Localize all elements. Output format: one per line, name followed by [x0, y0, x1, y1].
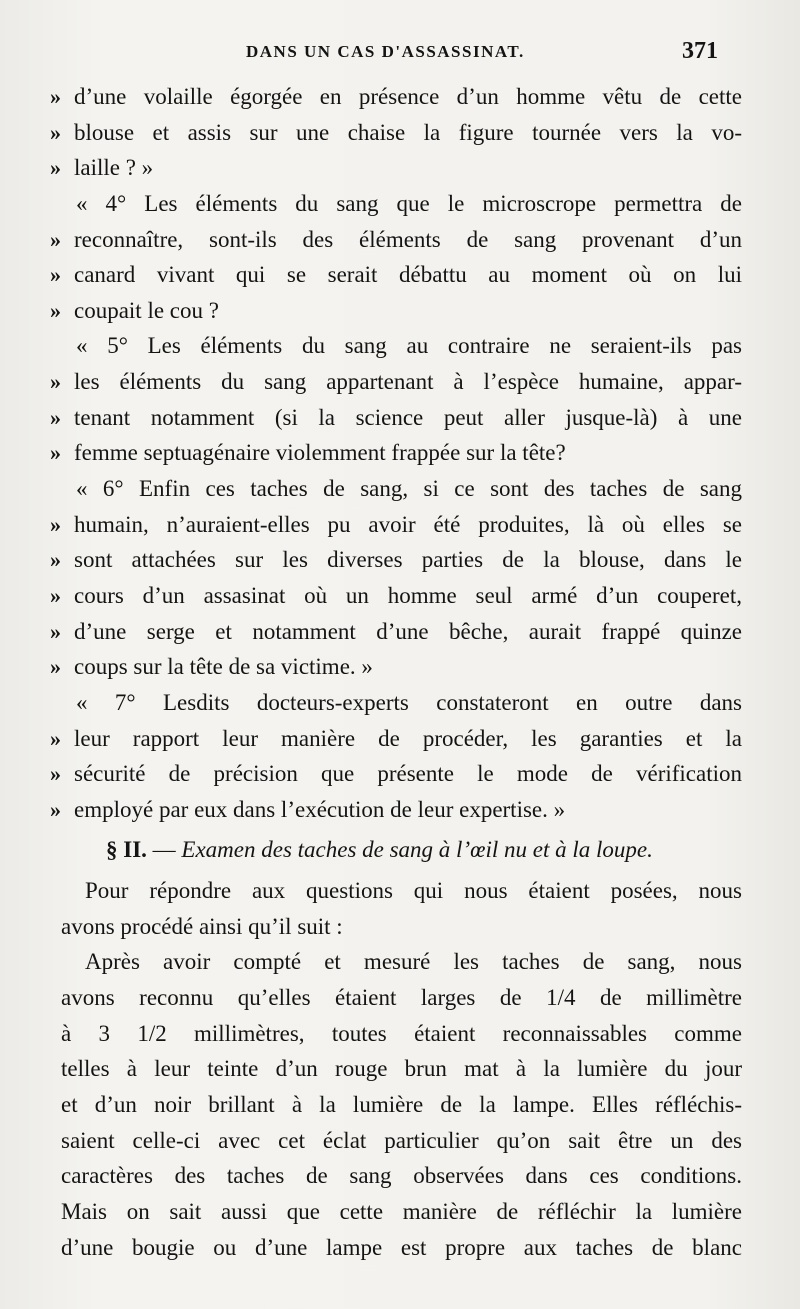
line-text: à 3 1/2 millimètres, toutes étaient reconnaissables comme: [61, 1020, 742, 1046]
line-text: avons reconnu qu’elles étaient larges de 1/4 de millimètre: [61, 985, 742, 1011]
line-text: et d’un noir brillant à la lumière de la lampe. Elles réfléchis-: [61, 1091, 742, 1117]
line-text: leur rapport leur manière de procéder, les garanties et la: [74, 725, 742, 751]
quote-continuation-mark: »: [50, 654, 61, 680]
line-text: caractères des taches de sang observées dans ces conditions.: [61, 1163, 742, 1189]
paragraph-text-line: [0, 1051, 800, 1087]
quoted-text-line: [0, 721, 800, 757]
paragraph-text-line: [0, 1158, 800, 1194]
quote-continuation-mark: »: [50, 511, 61, 537]
quoted-text-line: [0, 578, 800, 614]
paragraph-text-line: [0, 873, 800, 909]
quote-continuation-mark: »: [50, 582, 61, 608]
quoted-text-line: [0, 756, 800, 792]
quoted-text-line: [0, 542, 800, 578]
paragraph-text-line: [0, 1016, 800, 1052]
quote-continuation-mark: »: [50, 369, 61, 395]
quoted-text-line: [0, 792, 800, 828]
section-heading-text: [106, 832, 742, 868]
section-title: Examen des taches de sang à l’œil nu et à la loupe.: [181, 837, 653, 863]
section-number: § II.: [106, 837, 147, 863]
quote-continuation-mark: »: [50, 119, 61, 145]
line-text: « 4° Les éléments du sang que le microscrope permettra de: [76, 190, 742, 216]
line-text: Pour répondre aux questions qui nous étaient posées, nous: [85, 878, 742, 904]
quote-continuation-mark: »: [50, 618, 61, 644]
line-text: « 6° Enfin ces taches de sang, si ce sont des taches de sang: [76, 476, 742, 502]
line-text: d’une volaille égorgée en présence d’un homme vêtu de cette: [74, 84, 742, 109]
paragraph-text-line: [0, 980, 800, 1016]
line-text: « 5° Les éléments du sang au contraire ne seraient-ils pas: [76, 333, 742, 359]
line-text: avons procédé ainsi qu’il suit :: [61, 913, 343, 939]
line-text: reconnaître, sont-ils des éléments de sang provenant d’un: [74, 226, 742, 252]
line-text: coupait le cou ?: [74, 297, 219, 323]
line-text: les éléments du sang appartenant à l’espèce humaine, appar-: [74, 369, 742, 395]
paragraph-text-line: [0, 1194, 800, 1230]
page-number: 371: [682, 38, 718, 64]
line-text: employé par eux dans l’exécution de leur expertise. »: [74, 796, 566, 822]
line-text: sécurité de précision que présente le mode de vérification: [74, 761, 742, 787]
quote-continuation-mark: »: [50, 796, 61, 822]
paragraph-text-line: [0, 944, 800, 980]
line-text: d’une serge et notamment d’une bêche, aurait frappé quinze: [74, 618, 742, 644]
line-text: cours d’un assasinat où un homme seul armé d’un couperet,: [74, 582, 742, 608]
quoted-text-line: [0, 364, 800, 400]
quoted-text-line: [0, 471, 800, 507]
quote-continuation-mark: »: [50, 440, 61, 466]
paragraph-text-line: [0, 1230, 800, 1266]
quoted-text-line: [0, 150, 800, 186]
line-text: humain, n’auraient-elles pu avoir été produites, là où elles se: [74, 511, 742, 537]
quoted-text-line: [0, 79, 800, 115]
running-title: DANS UN CAS D'ASSASSINAT.: [246, 42, 525, 61]
quoted-text-line: [0, 614, 800, 650]
quote-continuation-mark: »: [50, 725, 61, 751]
quote-continuation-mark: »: [50, 226, 61, 252]
quote-continuation-mark: »: [50, 84, 61, 109]
quoted-text-line: [0, 186, 800, 222]
paragraph-text-line: [0, 1087, 800, 1123]
quote-continuation-mark: »: [50, 404, 61, 430]
quoted-text-line: [0, 328, 800, 364]
quoted-text-line: [0, 649, 800, 685]
quoted-text-line: [0, 222, 800, 258]
section-dash: —: [152, 837, 176, 863]
line-text: telles à leur teinte d’un rouge brun mat à la lumière du jour: [61, 1056, 742, 1082]
line-text: Mais on sait aussi que cette manière de réfléchir la lumière: [61, 1198, 742, 1224]
line-text: canard vivant qui se serait débattu au moment où on lui: [74, 262, 742, 288]
paragraph-text-line: [0, 1123, 800, 1159]
quoted-text-line: [0, 115, 800, 151]
line-text: sont attachées sur les diverses parties de la blouse, dans le: [74, 547, 742, 573]
quoted-text-line: [0, 257, 800, 293]
quoted-text-line: [0, 400, 800, 436]
line-text: blouse et assis sur une chaise la figure tournée vers la vo-: [74, 119, 742, 145]
quote-continuation-mark: »: [50, 297, 61, 323]
quoted-text-line: [0, 685, 800, 721]
line-text: coups sur la tête de sa victime. »: [74, 654, 373, 680]
line-text: femme septuagénaire violemment frappée sur la tête?: [74, 440, 566, 466]
line-text: « 7° Lesdits docteurs-experts constateront en outre dans: [76, 689, 742, 715]
quote-continuation-mark: »: [50, 547, 61, 573]
body-text: [0, 79, 800, 1265]
page-header: [0, 38, 800, 68]
quote-continuation-mark: »: [50, 262, 61, 288]
line-text: saient celle-ci avec cet éclat particulier qu’on sait être un des: [61, 1127, 742, 1153]
section-heading: [0, 832, 800, 868]
line-text: laille ? »: [74, 155, 154, 181]
quoted-text-line: [0, 507, 800, 543]
quoted-text-line: [0, 435, 800, 471]
line-text: Après avoir compté et mesuré les taches de sang, nous: [85, 949, 742, 975]
quote-continuation-mark: »: [50, 761, 61, 787]
quote-continuation-mark: »: [50, 155, 61, 181]
line-text: tenant notamment (si la science peut aller jusque-là) à une: [74, 404, 742, 430]
quoted-text-line: [0, 293, 800, 329]
paragraph-text-line: [0, 909, 800, 945]
line-text: d’une bougie ou d’une lampe est propre aux taches de blanc: [61, 1234, 742, 1260]
